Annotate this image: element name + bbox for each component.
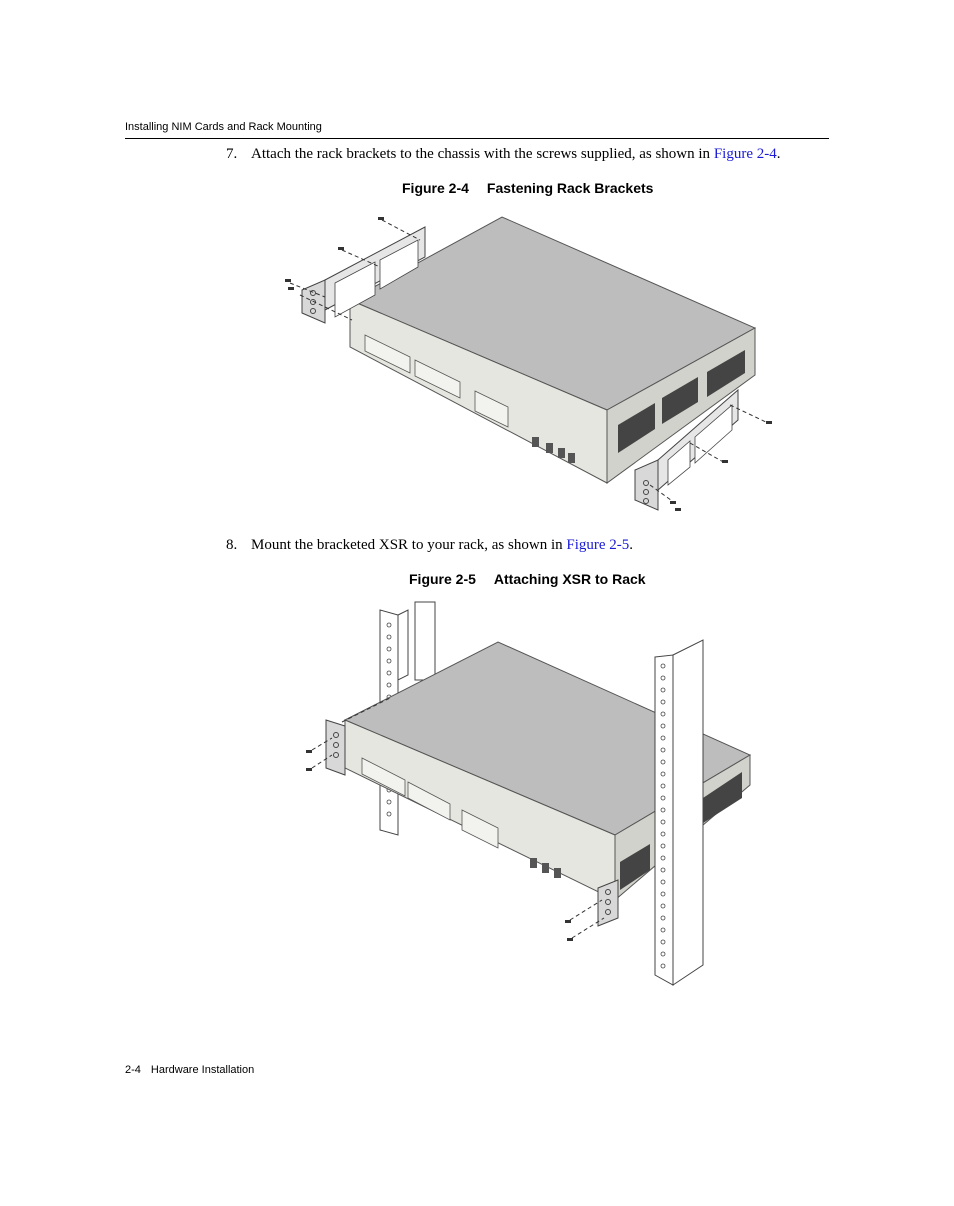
figure-title: Attaching XSR to Rack [493,571,646,587]
figure-2-5-caption [409,571,646,587]
running-header: Installing NIM Cards and Rack Mounting [125,121,322,133]
figure-label: Figure 2-4 [402,180,469,196]
step-text: Attach the rack brackets to the chassis with the screws supplied, as shown in [251,146,714,162]
step-text: Mount the bracketed XSR to your rack, as shown in [251,537,567,553]
figure-2-5-illustration [290,600,765,990]
figure-2-4-caption [402,180,653,196]
footer-section: Hardware Installation [150,1064,255,1076]
figure-2-4-illustration [270,205,790,520]
step-suffix: . [776,146,781,162]
step-number: 8. [226,537,238,553]
figure-label: Figure 2-5 [409,571,476,587]
header-rule [125,138,829,139]
page-footer [125,1064,254,1076]
page-number: 2-4 [125,1064,141,1076]
figure-2-5-link[interactable]: Figure 2-5 [566,537,630,553]
step-8 [226,537,633,554]
step-number: 7. [226,146,238,162]
step-suffix: . [629,537,634,553]
figure-title: Fastening Rack Brackets [486,180,654,196]
figure-2-4-link[interactable]: Figure 2-4 [713,146,777,162]
step-7 [226,146,780,163]
